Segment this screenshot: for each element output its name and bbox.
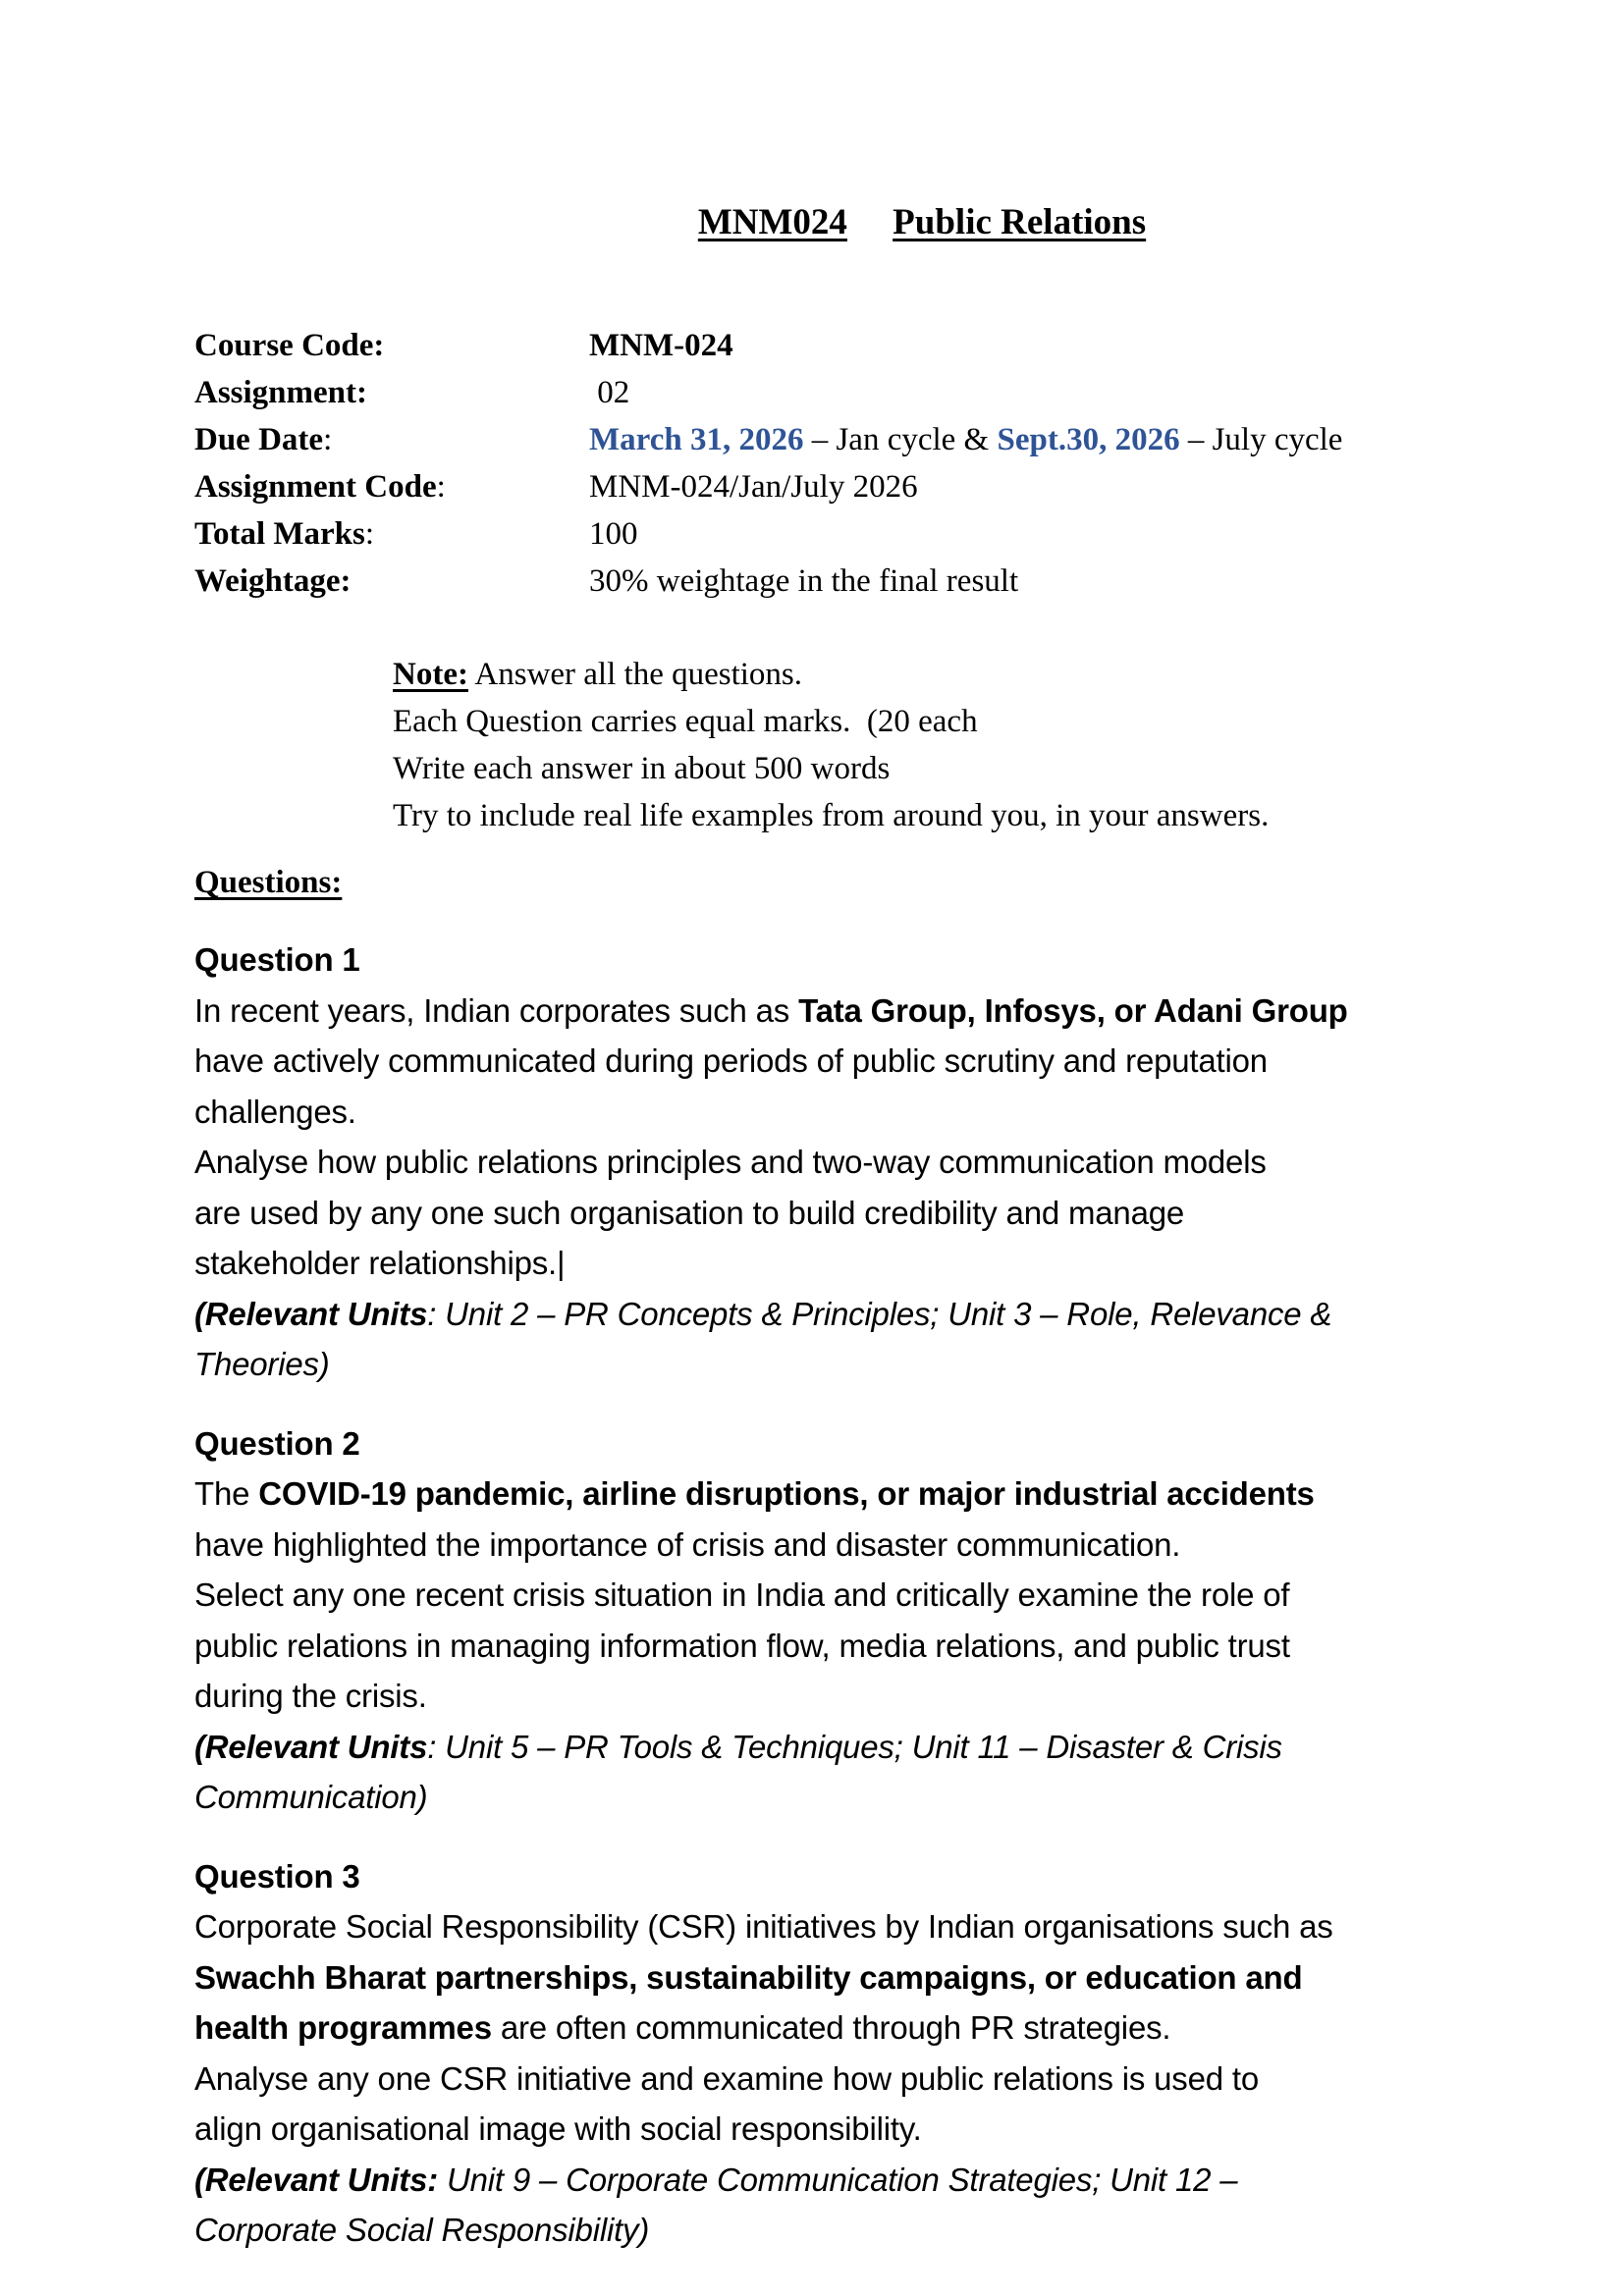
question-text-line <box>194 1671 1467 1722</box>
text-run: have actively communicated during periods of public scrutiny and reputation <box>194 1042 1268 1079</box>
text-run: Corporate Social Responsibility (CSR) initiatives by Indian organisations such as <box>194 1908 1333 1945</box>
document-title <box>194 199 1467 246</box>
text-run: Weightage: <box>194 563 352 599</box>
question-text-line <box>194 1188 1467 1239</box>
text-run: (Relevant Units <box>194 1728 428 1765</box>
text-line <box>393 745 1467 792</box>
meta-value <box>589 510 638 558</box>
text-run: Try to include real life examples from around you, in your answers. <box>393 798 1270 833</box>
meta-row <box>194 322 1467 369</box>
question-text-line <box>194 2104 1467 2155</box>
question-block <box>194 934 1467 1390</box>
meta-row <box>194 510 1467 558</box>
text-run: MNM-024 <box>589 328 733 363</box>
text-run: (Relevant Units <box>194 1295 428 1332</box>
text-run: Swachh Bharat partnerships, sustainability campaigns, or education and <box>194 1958 1303 1996</box>
text-run: : <box>436 469 446 505</box>
meta-label <box>194 558 589 605</box>
question-text-line <box>194 2002 1467 2054</box>
text-run: Corporate Social Responsibility) <box>194 2212 650 2248</box>
text-line <box>393 792 1467 839</box>
text-run: stakeholder relationships.| <box>194 1245 566 1281</box>
question-text-line <box>194 1570 1467 1621</box>
text-run: Public Relations <box>893 202 1147 242</box>
text-run: Assignment Code <box>194 469 437 505</box>
text-run: Total Marks <box>194 516 365 552</box>
question-text-line <box>194 2205 1467 2256</box>
question-text-line <box>194 1087 1467 1138</box>
text-run: Assignment: <box>194 375 368 410</box>
meta-label <box>194 416 589 463</box>
text-run: have highlighted the importance of crisis and disaster communication. <box>194 1525 1181 1563</box>
text-run: Questions: <box>194 865 343 900</box>
question-text-line <box>194 2054 1467 2105</box>
text-run: Write each answer in about 500 words <box>393 751 891 786</box>
question-text-line <box>194 1952 1467 2003</box>
meta-label <box>194 510 589 558</box>
question-text-line <box>194 1772 1467 1823</box>
question-text-line <box>194 1339 1467 1390</box>
meta-value <box>589 463 918 510</box>
text-run: are used by any one such organisation to build credibility and manage <box>194 1194 1185 1231</box>
meta-row <box>194 369 1467 416</box>
meta-value <box>589 416 1342 463</box>
text-run: are often communicated through PR strategies. <box>491 2009 1171 2046</box>
text-run: Communication) <box>194 1779 428 1815</box>
text-run: health programmes <box>194 2009 492 2046</box>
questions-list <box>194 934 1467 2256</box>
text-run: Answer all the questions. <box>467 657 803 692</box>
text-run: Select any one recent crisis situation in India and critically examine the role of <box>194 1576 1290 1613</box>
text-run: Due Date <box>194 422 324 457</box>
meta-value <box>589 369 629 416</box>
question-block <box>194 1418 1467 1823</box>
question-block <box>194 1851 1467 2256</box>
text-run: Analyse any one CSR initiative and examine how public relations is used to <box>194 2059 1259 2097</box>
text-run: Tata Group, Infosys, or Adani Group <box>798 991 1348 1029</box>
text-run: MNM024 <box>697 202 847 242</box>
question-text-line <box>194 986 1467 1037</box>
text-run: COVID-19 pandemic, airline disruptions, or major industrial accidents <box>258 1475 1315 1512</box>
questions-heading <box>194 859 1467 906</box>
text-run: In recent years, Indian corporates such as <box>194 991 799 1029</box>
question-text-line <box>194 1621 1467 1672</box>
text-run: Sept.30, 2026 <box>997 422 1180 457</box>
question-text-line <box>194 2155 1467 2206</box>
question-text-line <box>194 1468 1467 1520</box>
text-run: challenges. <box>194 1093 356 1130</box>
text-run: : Unit 2 – PR Concepts & Principles; Unit 3 – Role, Relevance & <box>427 1295 1332 1332</box>
note-block <box>393 651 1467 839</box>
text-run: (Relevant Units: <box>194 2161 439 2198</box>
text-run: The <box>194 1475 259 1512</box>
meta-value <box>589 558 1018 605</box>
question-heading: Question 2 <box>194 1424 360 1462</box>
text-run: public relations in managing information flow, media relations, and public trust <box>194 1627 1290 1664</box>
text-run: align organisational image with social responsibility. <box>194 2110 922 2147</box>
course-meta-block <box>194 322 1467 605</box>
meta-row <box>194 416 1467 463</box>
text-run: : Unit 5 – PR Tools & Techniques; Unit 11 – Disaster & Crisis <box>427 1728 1282 1765</box>
text-run: Course Code: <box>194 328 385 363</box>
question-text-line <box>194 1036 1467 1087</box>
text-run: Theories) <box>194 1346 330 1382</box>
text-run: Analyse how public relations principles and two-way communication models <box>194 1144 1267 1180</box>
text-run: 100 <box>589 516 638 552</box>
text-run: – July cycle <box>1179 422 1343 457</box>
meta-label <box>194 463 589 510</box>
question-text-line <box>194 1238 1467 1289</box>
question-text-line <box>194 1901 1467 1952</box>
question-text-line <box>194 1722 1467 1773</box>
text-run: : <box>364 516 375 552</box>
meta-value <box>589 322 733 369</box>
question-text-line <box>194 1137 1467 1188</box>
meta-label <box>194 369 589 416</box>
text-run: 30% weightage in the final result <box>589 563 1019 599</box>
text-run: : <box>323 422 333 457</box>
question-text-line <box>194 1520 1467 1571</box>
text-run <box>847 202 893 242</box>
text-run: MNM-024/Jan/July 2026 <box>589 469 918 505</box>
text-run: Unit 9 – Corporate Communication Strategies; Unit 12 – <box>438 2161 1238 2198</box>
text-run: Note: <box>393 657 468 692</box>
text-line <box>393 651 1467 698</box>
question-heading: Question 1 <box>194 941 360 978</box>
text-run: during the crisis. <box>194 1678 427 1714</box>
meta-label <box>194 322 589 369</box>
question-text-line <box>194 1289 1467 1340</box>
text-run: Each Question carries equal marks. (20 each <box>393 704 978 739</box>
text-run: – Jan cycle & <box>803 422 998 457</box>
text-run: March 31, 2026 <box>589 422 804 457</box>
text-run: 02 <box>589 375 630 410</box>
meta-row <box>194 463 1467 510</box>
meta-row <box>194 558 1467 605</box>
question-heading: Question 3 <box>194 1857 360 1895</box>
text-line <box>393 698 1467 745</box>
